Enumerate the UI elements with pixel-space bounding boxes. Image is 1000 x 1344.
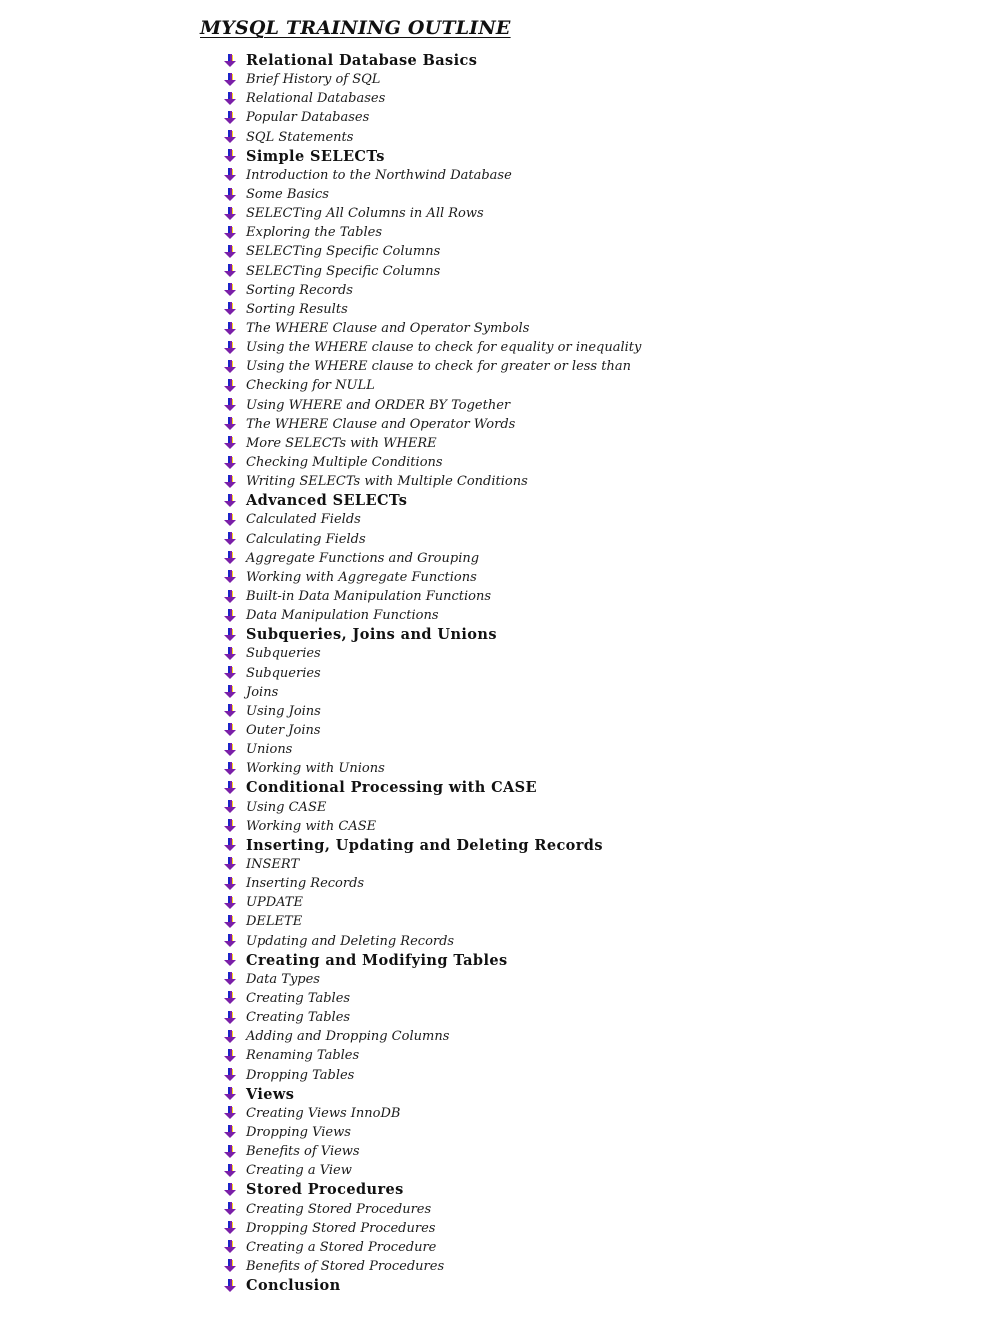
section-heading-label: Views [246, 1085, 295, 1103]
down-arrow-bullet-icon [223, 283, 237, 297]
topic-label: Working with Unions [246, 761, 385, 777]
topic-label: Sorting Records [246, 282, 353, 298]
down-arrow-bullet-icon [223, 934, 237, 948]
topic-label: Working with Aggregate Functions [246, 569, 477, 585]
down-arrow-bullet-icon [223, 494, 237, 508]
outline-topic-item [223, 740, 641, 759]
outline-topic-item [223, 1219, 641, 1238]
down-arrow-bullet-icon [223, 168, 237, 182]
down-arrow-bullet-icon [223, 1068, 237, 1082]
outline-section-heading [223, 1276, 641, 1295]
topic-label: Creating Stored Procedures [246, 1201, 432, 1217]
section-heading-label: Inserting, Updating and Deleting Records [246, 836, 603, 854]
outline-topic-item [223, 1257, 641, 1276]
outline-topic-item [223, 70, 641, 89]
outline-topic-item [223, 453, 641, 472]
outline-topic-item [223, 1142, 641, 1161]
down-arrow-bullet-icon [223, 322, 237, 336]
down-arrow-bullet-icon [223, 436, 237, 450]
outline-section-heading [223, 491, 641, 510]
outline-topic-item [223, 797, 641, 816]
down-arrow-bullet-icon [223, 647, 237, 661]
down-arrow-bullet-icon [223, 590, 237, 604]
down-arrow-bullet-icon [223, 1221, 237, 1235]
outline-topic-item [223, 204, 641, 223]
topic-label: Exploring the Tables [246, 225, 383, 241]
training-outline-list [223, 51, 641, 1295]
topic-label: Creating Views InnoDB [246, 1105, 401, 1121]
down-arrow-bullet-icon [223, 953, 237, 967]
topic-label: Data Manipulation Functions [246, 608, 439, 624]
down-arrow-bullet-icon [223, 781, 237, 795]
down-arrow-bullet-icon [223, 245, 237, 259]
outline-topic-item [223, 1238, 641, 1257]
down-arrow-bullet-icon [223, 207, 237, 221]
topic-label: Using the WHERE clause to check for greater or less than [246, 359, 631, 375]
down-arrow-bullet-icon [223, 743, 237, 757]
topic-label: Unions [246, 742, 293, 758]
page-title: MYSQL TRAINING OUTLINE [200, 17, 511, 39]
topic-label: SQL Statements [246, 129, 354, 145]
section-heading-label: Subqueries, Joins and Unions [246, 626, 497, 644]
outline-topic-item [223, 606, 641, 625]
outline-topic-item [223, 108, 641, 127]
down-arrow-bullet-icon [223, 1202, 237, 1216]
outline-topic-item [223, 434, 641, 453]
outline-topic-item [223, 1104, 641, 1123]
outline-topic-item [223, 185, 641, 204]
down-arrow-bullet-icon [223, 360, 237, 374]
down-arrow-bullet-icon [223, 1087, 237, 1101]
topic-label: Data Types [246, 971, 320, 987]
topic-label: Relational Databases [246, 91, 386, 107]
down-arrow-bullet-icon [223, 1125, 237, 1139]
topic-label: Brief History of SQL [246, 72, 381, 88]
section-heading-label: Simple SELECTs [246, 147, 385, 165]
outline-topic-item [223, 89, 641, 108]
topic-label: INSERT [246, 856, 300, 872]
topic-label: Checking for NULL [246, 378, 375, 394]
down-arrow-bullet-icon [223, 1106, 237, 1120]
outline-section-heading [223, 778, 641, 797]
outline-topic-item [223, 587, 641, 606]
outline-topic-item [223, 989, 641, 1008]
down-arrow-bullet-icon [223, 379, 237, 393]
outline-topic-item [223, 415, 641, 434]
outline-topic-item [223, 721, 641, 740]
down-arrow-bullet-icon [223, 896, 237, 910]
section-heading-label: Conditional Processing with CASE [246, 779, 537, 797]
topic-label: Updating and Deleting Records [246, 933, 455, 949]
outline-section-heading [223, 147, 641, 166]
down-arrow-bullet-icon [223, 475, 237, 489]
outline-topic-item [223, 874, 641, 893]
outline-topic-item [223, 300, 641, 319]
outline-section-heading [223, 836, 641, 855]
down-arrow-bullet-icon [223, 111, 237, 125]
topic-label: Joins [246, 684, 279, 700]
outline-section-heading [223, 951, 641, 970]
outline-topic-item [223, 281, 641, 300]
section-heading-label: Relational Database Basics [246, 52, 478, 70]
down-arrow-bullet-icon [223, 1279, 237, 1293]
topic-label: Some Basics [246, 187, 329, 203]
topic-label: Subqueries [246, 646, 321, 662]
outline-section-heading [223, 51, 641, 70]
topic-label: SELECTing All Columns in All Rows [246, 206, 484, 222]
down-arrow-bullet-icon [223, 149, 237, 163]
down-arrow-bullet-icon [223, 513, 237, 527]
down-arrow-bullet-icon [223, 991, 237, 1005]
outline-topic-item [223, 817, 641, 836]
outline-topic-item [223, 396, 641, 415]
outline-topic-item [223, 1123, 641, 1142]
outline-topic-item [223, 338, 641, 357]
down-arrow-bullet-icon [223, 73, 237, 87]
down-arrow-bullet-icon [223, 398, 237, 412]
outline-topic-item [223, 912, 641, 931]
down-arrow-bullet-icon [223, 972, 237, 986]
section-heading-label: Stored Procedures [246, 1181, 404, 1199]
topic-label: Using the WHERE clause to check for equality or inequality [246, 340, 642, 356]
topic-label: Benefits of Stored Procedures [246, 1258, 445, 1274]
topic-label: Renaming Tables [246, 1048, 360, 1064]
outline-topic-item [223, 549, 641, 568]
topic-label: SELECTing Specific Columns [246, 263, 441, 279]
outline-topic-item [223, 472, 641, 491]
topic-label: Calculated Fields [246, 512, 361, 528]
down-arrow-bullet-icon [223, 1164, 237, 1178]
outline-topic-item [223, 1161, 641, 1180]
topic-label: DELETE [246, 914, 303, 930]
down-arrow-bullet-icon [223, 666, 237, 680]
down-arrow-bullet-icon [223, 341, 237, 355]
down-arrow-bullet-icon [223, 92, 237, 106]
topic-label: Dropping Stored Procedures [246, 1220, 436, 1236]
outline-section-heading [223, 1085, 641, 1104]
down-arrow-bullet-icon [223, 1049, 237, 1063]
topic-label: Introduction to the Northwind Database [246, 167, 512, 183]
down-arrow-bullet-icon [223, 762, 237, 776]
outline-topic-item [223, 376, 641, 395]
down-arrow-bullet-icon [223, 302, 237, 316]
topic-label: Dropping Views [246, 1124, 351, 1140]
outline-topic-item [223, 664, 641, 683]
topic-label: Writing SELECTs with Multiple Conditions [246, 474, 528, 490]
topic-label: SELECTing Specific Columns [246, 244, 441, 260]
outline-topic-item [223, 1008, 641, 1027]
outline-topic-item [223, 223, 641, 242]
outline-topic-item [223, 970, 641, 989]
down-arrow-bullet-icon [223, 800, 237, 814]
outline-topic-item [223, 931, 641, 950]
down-arrow-bullet-icon [223, 704, 237, 718]
down-arrow-bullet-icon [223, 188, 237, 202]
outline-section-heading [223, 625, 641, 644]
outline-topic-item [223, 1199, 641, 1218]
outline-topic-item [223, 683, 641, 702]
down-arrow-bullet-icon [223, 857, 237, 871]
down-arrow-bullet-icon [223, 1011, 237, 1025]
down-arrow-bullet-icon [223, 1259, 237, 1273]
topic-label: Built-in Data Manipulation Functions [246, 589, 492, 604]
down-arrow-bullet-icon [223, 54, 237, 68]
down-arrow-bullet-icon [223, 264, 237, 278]
down-arrow-bullet-icon [223, 551, 237, 565]
topic-label: Outer Joins [246, 722, 321, 738]
down-arrow-bullet-icon [223, 915, 237, 929]
down-arrow-bullet-icon [223, 532, 237, 546]
topic-label: Inserting Records [246, 876, 365, 892]
down-arrow-bullet-icon [223, 1030, 237, 1044]
down-arrow-bullet-icon [223, 1183, 237, 1197]
topic-label: Creating a View [246, 1163, 352, 1179]
outline-topic-item [223, 893, 641, 912]
down-arrow-bullet-icon [223, 609, 237, 623]
topic-label: More SELECTs with WHERE [246, 435, 437, 451]
outline-section-heading [223, 1180, 641, 1199]
topic-label: Popular Databases [246, 110, 370, 126]
down-arrow-bullet-icon [223, 456, 237, 470]
outline-topic-item [223, 242, 641, 261]
topic-label: The WHERE Clause and Operator Words [246, 416, 516, 432]
outline-topic-item [223, 166, 641, 185]
down-arrow-bullet-icon [223, 130, 237, 144]
outline-topic-item [223, 568, 641, 587]
topic-label: Working with CASE [246, 818, 377, 834]
down-arrow-bullet-icon [223, 1240, 237, 1254]
topic-label: Subqueries [246, 665, 321, 681]
down-arrow-bullet-icon [223, 723, 237, 737]
topic-label: Adding and Dropping Columns [246, 1029, 450, 1045]
topic-label: Calculating Fields [246, 531, 366, 547]
topic-label: Creating Tables [246, 990, 351, 1006]
topic-label: Using Joins [246, 703, 321, 719]
outline-topic-item [223, 1027, 641, 1046]
topic-label: Creating Tables [246, 1010, 351, 1026]
topic-label: Benefits of Views [246, 1144, 360, 1160]
topic-label: The WHERE Clause and Operator Symbols [246, 321, 530, 337]
outline-topic-item [223, 319, 641, 338]
down-arrow-bullet-icon [223, 685, 237, 699]
section-heading-label: Conclusion [246, 1277, 341, 1295]
topic-label: Dropping Tables [246, 1067, 355, 1083]
down-arrow-bullet-icon [223, 1145, 237, 1159]
outline-topic-item [223, 855, 641, 874]
section-heading-label: Creating and Modifying Tables [246, 951, 508, 969]
topic-label: Using WHERE and ORDER BY Together [246, 397, 511, 413]
down-arrow-bullet-icon [223, 877, 237, 891]
outline-topic-item [223, 262, 641, 281]
section-heading-label: Advanced SELECTs [246, 492, 408, 510]
topic-label: Aggregate Functions and Grouping [246, 550, 480, 566]
outline-topic-item [223, 759, 641, 778]
down-arrow-bullet-icon [223, 628, 237, 642]
outline-topic-item [223, 128, 641, 147]
outline-topic-item [223, 1046, 641, 1065]
topic-label: Checking Multiple Conditions [246, 455, 443, 471]
topic-label: Using CASE [246, 799, 327, 815]
topic-label: Creating a Stored Procedure [246, 1239, 437, 1255]
topic-label: UPDATE [246, 895, 303, 911]
outline-topic-item [223, 357, 641, 376]
outline-topic-item [223, 702, 641, 721]
down-arrow-bullet-icon [223, 819, 237, 833]
topic-label: Sorting Results [246, 301, 348, 317]
outline-topic-item [223, 1065, 641, 1084]
down-arrow-bullet-icon [223, 417, 237, 431]
outline-topic-item [223, 510, 641, 529]
outline-topic-item [223, 530, 641, 549]
down-arrow-bullet-icon [223, 226, 237, 240]
down-arrow-bullet-icon [223, 570, 237, 584]
down-arrow-bullet-icon [223, 838, 237, 852]
outline-topic-item [223, 644, 641, 663]
